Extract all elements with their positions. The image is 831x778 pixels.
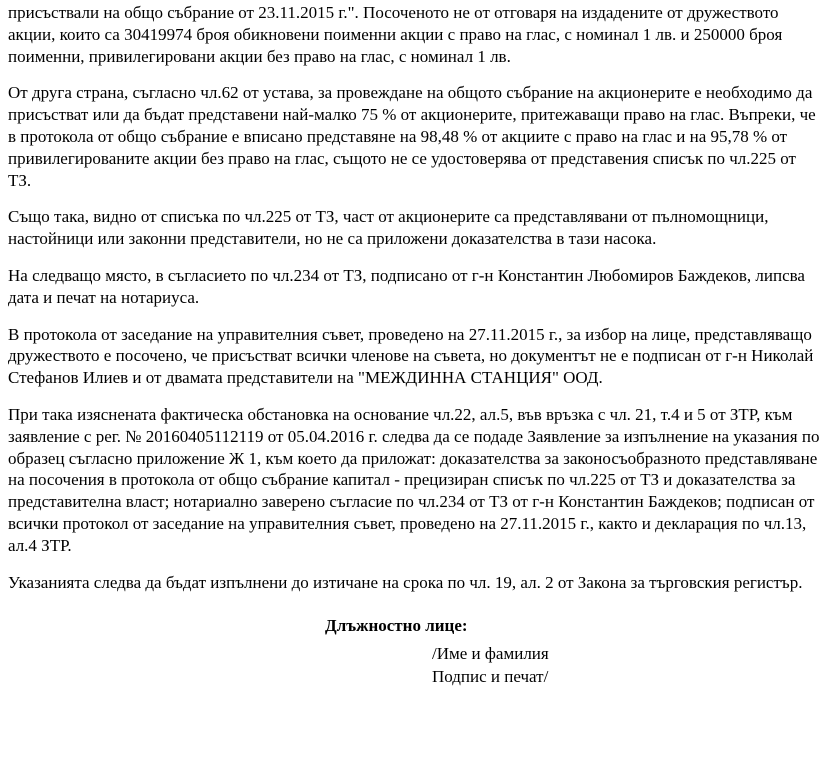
paragraph-deadline: Указанията следва да бъдат изпълнени до изтичане на срока по чл. 19, ал. 2 от Закона за търговския регистър.: [8, 572, 803, 592]
paragraph-board-minutes-unsigned: В протокола от заседание на управителния съвет, проведено на 27.11.2015 г., за избор на лице, представляващо дружеството е посочено, че присъстват всички членове на съвета, но документът не е подписан от г-н Николай Стефанов Илиев и от двамата представители на "МЕЖДИННА СТАНЦИЯ" ООД.: [8, 324, 814, 388]
paragraph-instructions: При така изяснената фактическа обстановка на основание чл.22, ал.5, във връзка с чл. 21, т.4 и 5 от ЗТР, към заявление с рег. № 20160405112119 от 05.04.2016 г. следва да се подаде Заявление за изпълнение на указания по образец съгласно приложение Ж 1, към което да приложат: доказателства за законосъобразното представляване на посочения в протокола от общо събрание капитал - прецизиран списък по чл.225 от ТЗ и доказателства за представителна власт; нотариално заверено съгласие по чл.234 от ТЗ от г-н Константин Баждеков; подписан от всички протокол от заседание на управителния съвет, проведено на 27.11.2015 г., както и декларация по чл.13, ал.4 ЗТР.: [8, 404, 820, 555]
signature-title: Длъжностно лице:: [325, 616, 468, 636]
signature-stamp-line: Подпис и печат/: [432, 667, 549, 687]
paragraph-quorum-requirement: От друга страна, съгласно чл.62 от устава, за провеждане на общото събрание на акционерите е необходимо да присъстват или да бъдат представени най-малко 75 % от акционерите, притежаващи право на глас. Въпреки, че в протокола от общо събрание е вписано представяне на 98,48 % от акциите с право на глас и на 95,78 % от привилегированите акции без право на глас, същото не се удостоверява от представения списък по чл.225 от ТЗ.: [8, 83, 816, 190]
paragraph-proxy-representation: Също така, видно от списъка по чл.225 от ТЗ, част от акционерите са представлявани от пълномощници, настойници или законни представители, но не са приложени доказателства в тази насока.: [8, 207, 769, 249]
signature-block: [432, 642, 821, 688]
paragraph-consent-missing-date: На следващо място, в съгласието по чл.234 от ТЗ, подписано от г-н Константин Любомиров Баждеков, липсва дата и печат на нотариуса.: [8, 265, 805, 307]
signature-name-line: /Име и фамилия: [432, 644, 549, 664]
paragraph-shares-mismatch: присъствали на общо събрание от 23.11.2015 г.". Посоченото не от отговаря на издадените от дружеството акции, които са 30419974 броя обикновени поименни акции с право на глас, с номинал 1 лв. и 250000 броя поименни, привилегировани акции без право на глас, с номинал 1 лв.: [8, 3, 783, 66]
